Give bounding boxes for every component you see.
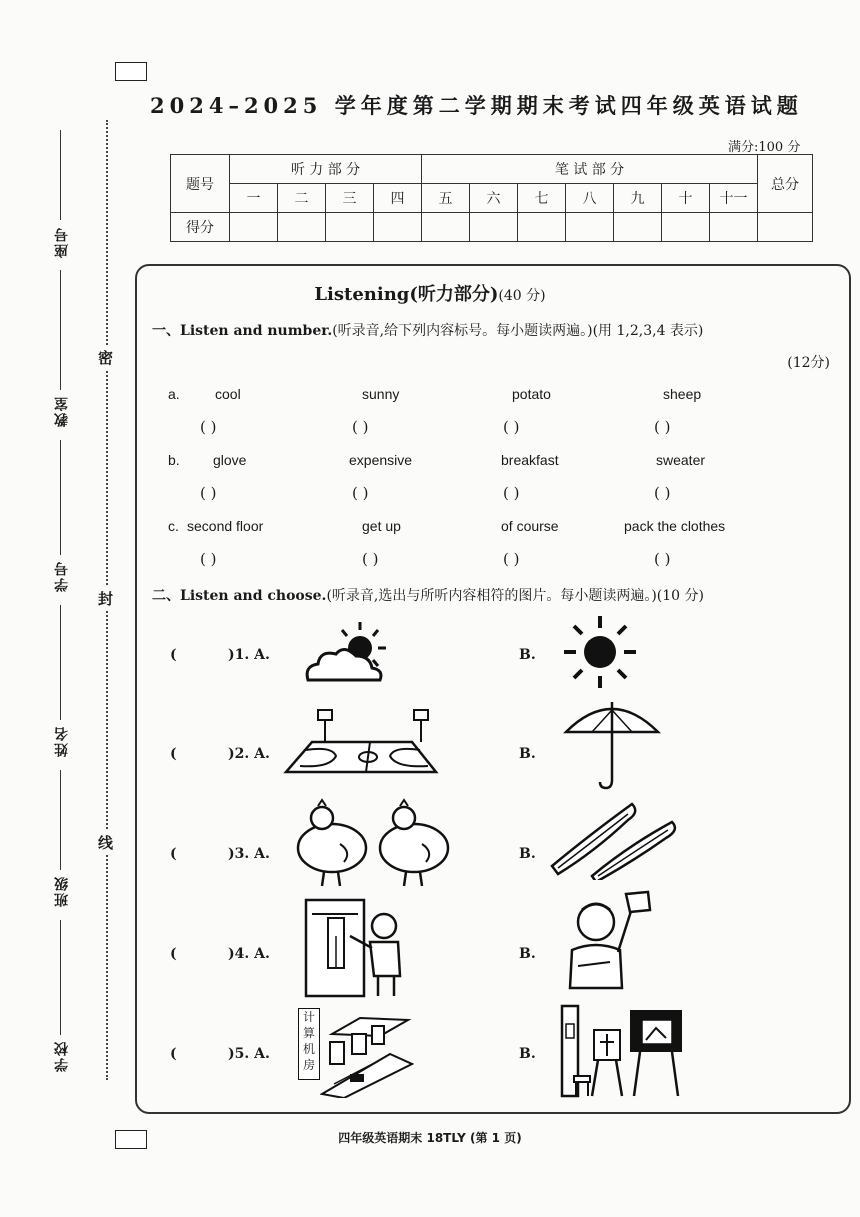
side-label-school: 学校 [54, 1040, 70, 1072]
row-label: c. [168, 518, 179, 534]
section1-points: (12分) [787, 355, 830, 371]
option-b-label: B. [519, 946, 536, 962]
score-col: 六 [470, 184, 518, 213]
side-line [60, 440, 61, 555]
answer-paren[interactable]: ( ) [654, 550, 671, 568]
answer-paren[interactable]: ( ) [503, 418, 520, 436]
option-b-label: B. [519, 647, 536, 663]
score-table [170, 154, 813, 242]
section1-instruction: (听录音,给下列内容标号。每小题读两遍。)(用 1,2,3,4 表示) [332, 323, 704, 339]
umbrella-icon [562, 696, 662, 792]
option-b-label: B. [519, 846, 536, 862]
score-col: 五 [422, 184, 470, 213]
score-cell[interactable] [470, 213, 518, 242]
seal-char: 封 [98, 586, 113, 611]
green-beans-icon [548, 796, 684, 880]
word-item: cool [215, 386, 241, 402]
sign-char: 算 [302, 1026, 315, 1040]
answer-paren[interactable]: ( ) [362, 550, 379, 568]
word-item: of course [501, 518, 559, 534]
chickens-icon [290, 798, 460, 890]
answer-paren[interactable]: ( ) [654, 418, 671, 436]
side-label-classroom: 教室 [54, 395, 70, 427]
score-cell[interactable] [326, 213, 374, 242]
side-line [60, 770, 61, 870]
row-label: a. [168, 386, 180, 402]
page-title: 2024–2025 学年度第二学期期末考试四年级英语试题 [150, 93, 803, 118]
corner-box-top [115, 62, 147, 81]
side-label-seat: 座号 [54, 226, 70, 258]
answer-paren[interactable]: ( ) [200, 418, 217, 436]
question-number: )3. A. [228, 846, 270, 862]
seal-char: 密 [98, 345, 113, 370]
cloudy-sun-icon [300, 618, 392, 686]
question-number: )2. A. [228, 746, 270, 762]
row-label: b. [168, 452, 180, 468]
score-col: 一 [230, 184, 278, 213]
sign-char: 计 [302, 1010, 315, 1024]
score-col: 九 [614, 184, 662, 213]
word-item: glove [213, 452, 247, 468]
option-b-label: B. [519, 1046, 536, 1062]
word-item: expensive [349, 452, 413, 468]
word-item: sweater [656, 452, 706, 468]
score-row-label: 得分 [171, 213, 230, 242]
answer-paren[interactable]: ( ) [503, 484, 520, 502]
score-cell[interactable] [614, 213, 662, 242]
section1-header [152, 320, 703, 340]
score-header-total: 总分 [758, 155, 813, 213]
side-label-student-id: 学号 [54, 560, 70, 592]
listening-points: (40 分) [498, 288, 546, 304]
listening-heading [0, 280, 860, 306]
full-marks: 满分:100 分 [728, 140, 801, 155]
score-col: 八 [566, 184, 614, 213]
page-footer: 四年级英语期末 18TLY (第 1 页) [338, 1131, 522, 1145]
score-col: 十一 [710, 184, 758, 213]
section2-title: 二、Listen and choose. [152, 588, 327, 604]
answer-open-paren[interactable]: ( [170, 746, 177, 762]
word-item: breakfast [501, 452, 559, 468]
basketball-court-icon [282, 706, 440, 778]
score-col: 二 [278, 184, 326, 213]
word-item: sheep [663, 386, 702, 402]
computer-room-icon [320, 1014, 414, 1098]
score-cell[interactable] [566, 213, 614, 242]
listening-frame [135, 264, 851, 1114]
art-room-icon [560, 1004, 686, 1098]
boy-wardrobe-icon [302, 896, 406, 998]
sign-char: 机 [302, 1042, 315, 1056]
answer-paren[interactable]: ( ) [200, 484, 217, 502]
side-label-class: 班级 [54, 875, 70, 907]
answer-open-paren[interactable]: ( [170, 1046, 177, 1062]
section2-instruction: (听录音,选出与所听内容相符的图片。每小题读两遍。)(10 分) [326, 588, 704, 604]
word-item: get up [362, 518, 401, 534]
word-item: pack the clothes [624, 518, 726, 534]
score-col: 七 [518, 184, 566, 213]
score-cell[interactable] [278, 213, 326, 242]
computer-room-sign [298, 1008, 320, 1080]
score-cell[interactable] [662, 213, 710, 242]
side-label-name: 姓名 [54, 725, 70, 757]
score-cell[interactable] [710, 213, 758, 242]
side-line [60, 920, 61, 1035]
answer-open-paren[interactable]: ( [170, 647, 177, 663]
answer-open-paren[interactable]: ( [170, 946, 177, 962]
score-header-tihao: 题号 [171, 155, 230, 213]
side-line [60, 130, 61, 220]
side-line [60, 605, 61, 720]
answer-paren[interactable]: ( ) [352, 484, 369, 502]
answer-paren[interactable]: ( ) [654, 484, 671, 502]
section2-header [152, 585, 704, 605]
section1-title: 一、Listen and number. [152, 323, 333, 339]
answer-paren[interactable]: ( ) [503, 550, 520, 568]
word-item: second floor [187, 518, 264, 534]
score-header-listening: 听 力 部 分 [230, 155, 422, 184]
score-cell[interactable] [230, 213, 278, 242]
sun-icon [562, 614, 638, 690]
listening-heading-text: Listening(听力部分) [314, 284, 499, 305]
seal-char: 线 [98, 830, 113, 855]
score-cell[interactable] [374, 213, 422, 242]
boy-holding-shirt-icon [560, 886, 656, 990]
score-header-writing: 笔 试 部 分 [422, 155, 758, 184]
score-cell[interactable] [518, 213, 566, 242]
answer-paren[interactable]: ( ) [352, 418, 369, 436]
score-col: 三 [326, 184, 374, 213]
word-item: potato [512, 386, 551, 402]
question-number: )5. A. [228, 1046, 270, 1062]
word-item: sunny [362, 386, 400, 402]
score-cell[interactable] [758, 213, 813, 242]
question-number: )1. A. [228, 647, 270, 663]
sign-char: 房 [302, 1058, 315, 1072]
answer-paren[interactable]: ( ) [200, 550, 217, 568]
question-number: )4. A. [228, 946, 270, 962]
answer-open-paren[interactable]: ( [170, 846, 177, 862]
option-b-label: B. [519, 746, 536, 762]
score-col: 四 [374, 184, 422, 213]
score-cell[interactable] [422, 213, 470, 242]
score-col: 十 [662, 184, 710, 213]
